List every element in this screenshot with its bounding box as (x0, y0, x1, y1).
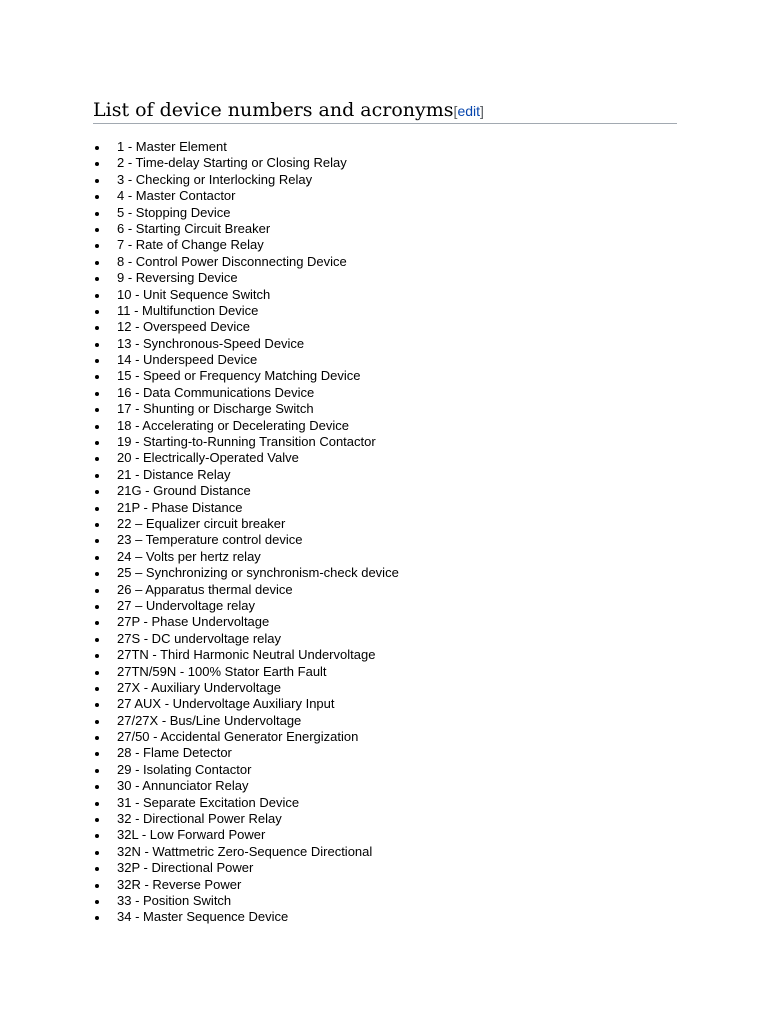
list-item-text: 26 – Apparatus thermal device (117, 581, 293, 597)
list-item-text: 1 - Master Element (117, 139, 227, 154)
list-item-text: 14 - Underspeed Device (117, 352, 258, 368)
list-item-text: 12 - Overspeed Device (117, 319, 250, 335)
bullet-icon (95, 523, 99, 527)
list-item-text: 32L - Low Forward Power (117, 827, 266, 843)
list-item-text: 34 - Master Sequence Device (117, 909, 289, 925)
list-item (93, 909, 399, 925)
list-item-text: 29 - Isolating Contactor (117, 761, 252, 777)
bullet-icon (95, 425, 99, 429)
section-heading (93, 98, 677, 124)
list-item (93, 172, 399, 188)
list-item-text: 33 - Position Switch (117, 892, 232, 908)
list-item (93, 844, 399, 860)
bullet-icon (95, 736, 99, 740)
bullet-icon (95, 671, 99, 675)
list-item-text: 4 - Master Contactor (117, 188, 236, 204)
bullet-icon (95, 818, 99, 822)
bullet-icon (95, 441, 99, 445)
list-item (93, 811, 399, 827)
list-item (93, 352, 399, 368)
bullet-icon (95, 244, 99, 248)
bullet-icon (95, 785, 99, 789)
list-item-text: 30 - Annunciator Relay (117, 778, 249, 794)
bullet-icon (95, 539, 99, 543)
list-item-text: 21G - Ground Distance (117, 483, 251, 499)
list-item (93, 155, 399, 171)
list-item (93, 319, 399, 335)
list-item-text: 21 - Distance Relay (117, 466, 231, 482)
list-item-text: 28 - Flame Detector (117, 745, 232, 761)
list-item-text: 10 - Unit Sequence Switch (117, 286, 271, 302)
list-item-text: 21P - Phase Distance (117, 499, 243, 515)
bullet-icon (95, 572, 99, 576)
bullet-icon (95, 884, 99, 888)
list-item (93, 582, 399, 598)
list-item-text: 27/50 - Accidental Generator Energization (117, 729, 359, 745)
list-item-text: 18 - Accelerating or Decelerating Device (117, 417, 349, 433)
list-item-text: 11 - Multifunction Device (117, 302, 259, 318)
list-item-text: 9 - Reversing Device (117, 270, 238, 286)
bullet-icon (95, 310, 99, 314)
list-item (93, 205, 399, 221)
bullet-icon (95, 556, 99, 560)
list-item (93, 647, 399, 663)
list-item (93, 287, 399, 303)
list-item-text: 6 - Starting Circuit Breaker (117, 220, 271, 236)
list-item-text: 17 - Shunting or Discharge Switch (117, 401, 314, 417)
list-item (93, 598, 399, 614)
list-item (93, 795, 399, 811)
bullet-icon (95, 638, 99, 642)
list-item-text: 27S - DC undervoltage relay (117, 630, 282, 646)
bullet-icon (95, 195, 99, 199)
list-item (93, 270, 399, 286)
list-item (93, 418, 399, 434)
bullet-icon (95, 900, 99, 904)
bullet-icon (95, 687, 99, 691)
list-item (93, 565, 399, 581)
list-item (93, 303, 399, 319)
list-item (93, 385, 399, 401)
list-item-text: 13 - Synchronous-Speed Device (117, 335, 305, 351)
list-item-text: 24 – Volts per hertz relay (117, 548, 261, 564)
list-item (93, 188, 399, 204)
list-item (93, 549, 399, 565)
bullet-icon (95, 474, 99, 478)
list-item (93, 221, 399, 237)
bullet-icon (95, 916, 99, 920)
list-item (93, 467, 399, 483)
bullet-icon (95, 212, 99, 216)
list-item-text: 5 - Stopping Device (117, 204, 231, 220)
list-item-text: 27 – Undervoltage relay (117, 597, 256, 613)
list-item (93, 237, 399, 253)
list-item-text: 32N - Wattmetric Zero-Sequence Directional (117, 843, 373, 859)
bullet-icon (95, 720, 99, 724)
list-item (93, 762, 399, 778)
bullet-icon (95, 490, 99, 494)
list-item (93, 368, 399, 384)
bullet-icon (95, 359, 99, 363)
list-item (93, 254, 399, 270)
list-item (93, 614, 399, 630)
list-item (93, 713, 399, 729)
list-item (93, 631, 399, 647)
list-item-text: 15 - Speed or Frequency Matching Device (117, 368, 361, 384)
list-item (93, 729, 399, 745)
list-item (93, 483, 399, 499)
bullet-icon (95, 769, 99, 773)
list-item-text: 27TN - Third Harmonic Neutral Undervoltage (117, 647, 376, 663)
list-item-text: 23 – Temperature control device (117, 532, 303, 548)
bullet-icon (95, 589, 99, 593)
list-item-text: 8 - Control Power Disconnecting Device (117, 253, 347, 269)
bullet-icon (95, 277, 99, 281)
list-item (93, 860, 399, 876)
edit-section-link-wrapper (454, 103, 484, 119)
device-number-list (93, 139, 399, 926)
bullet-icon (95, 261, 99, 265)
bullet-icon (95, 457, 99, 461)
list-item-text: 16 - Data Communications Device (117, 384, 315, 400)
bullet-icon (95, 146, 99, 150)
list-item-text: 22 – Equalizer circuit breaker (117, 515, 286, 531)
bullet-icon (95, 752, 99, 756)
bullet-icon (95, 343, 99, 347)
list-item (93, 500, 399, 516)
list-item (93, 664, 399, 680)
list-item (93, 778, 399, 794)
edit-bracket-open: [ (453, 103, 458, 119)
list-item-text: 27TN/59N - 100% Stator Earth Fault (117, 663, 327, 679)
edit-section-link[interactable]: edit (457, 103, 481, 119)
bullet-icon (95, 375, 99, 379)
list-item (93, 450, 399, 466)
edit-bracket-close: ] (480, 103, 484, 119)
list-item-text: 27X - Auxiliary Undervoltage (117, 679, 282, 695)
bullet-icon (95, 228, 99, 232)
bullet-icon (95, 294, 99, 298)
list-item-text: 31 - Separate Excitation Device (117, 794, 300, 810)
list-item (93, 401, 399, 417)
list-item-text: 7 - Rate of Change Relay (117, 237, 264, 253)
list-item (93, 696, 399, 712)
list-item (93, 827, 399, 843)
list-item (93, 532, 399, 548)
list-item (93, 434, 399, 450)
bullet-icon (95, 654, 99, 658)
list-item-text: 32R - Reverse Power (117, 876, 242, 892)
list-item (93, 877, 399, 893)
bullet-icon (95, 605, 99, 609)
list-item-text: 25 – Synchronizing or synchronism-check device (117, 565, 399, 581)
list-item-text: 2 - Time-delay Starting or Closing Relay (117, 155, 347, 171)
list-item (93, 893, 399, 909)
bullet-icon (95, 392, 99, 396)
list-item-text: 20 - Electrically-Operated Valve (117, 450, 299, 466)
list-item-text: 19 - Starting-to-Running Transition Contactor (117, 434, 376, 450)
bullet-icon (95, 162, 99, 166)
list-item (93, 336, 399, 352)
bullet-icon (95, 621, 99, 625)
bullet-icon (95, 834, 99, 838)
bullet-icon (95, 867, 99, 871)
bullet-icon (95, 851, 99, 855)
section-title: List of device numbers and acronyms (93, 99, 454, 121)
bullet-icon (95, 703, 99, 707)
list-item (93, 680, 399, 696)
list-item-text: 27P - Phase Undervoltage (117, 614, 270, 630)
list-item (93, 745, 399, 761)
list-item-text: 27 AUX - Undervoltage Auxiliary Input (117, 696, 335, 712)
list-item-text: 32P - Directional Power (117, 860, 254, 876)
list-item-text: 3 - Checking or Interlocking Relay (117, 171, 313, 187)
bullet-icon (95, 408, 99, 412)
list-item (93, 139, 399, 155)
bullet-icon (95, 802, 99, 806)
bullet-icon (95, 179, 99, 183)
list-item-text: 27/27X - Bus/Line Undervoltage (117, 712, 302, 728)
bullet-icon (95, 507, 99, 511)
list-item (93, 516, 399, 532)
bullet-icon (95, 326, 99, 330)
list-item-text: 32 - Directional Power Relay (117, 811, 282, 827)
